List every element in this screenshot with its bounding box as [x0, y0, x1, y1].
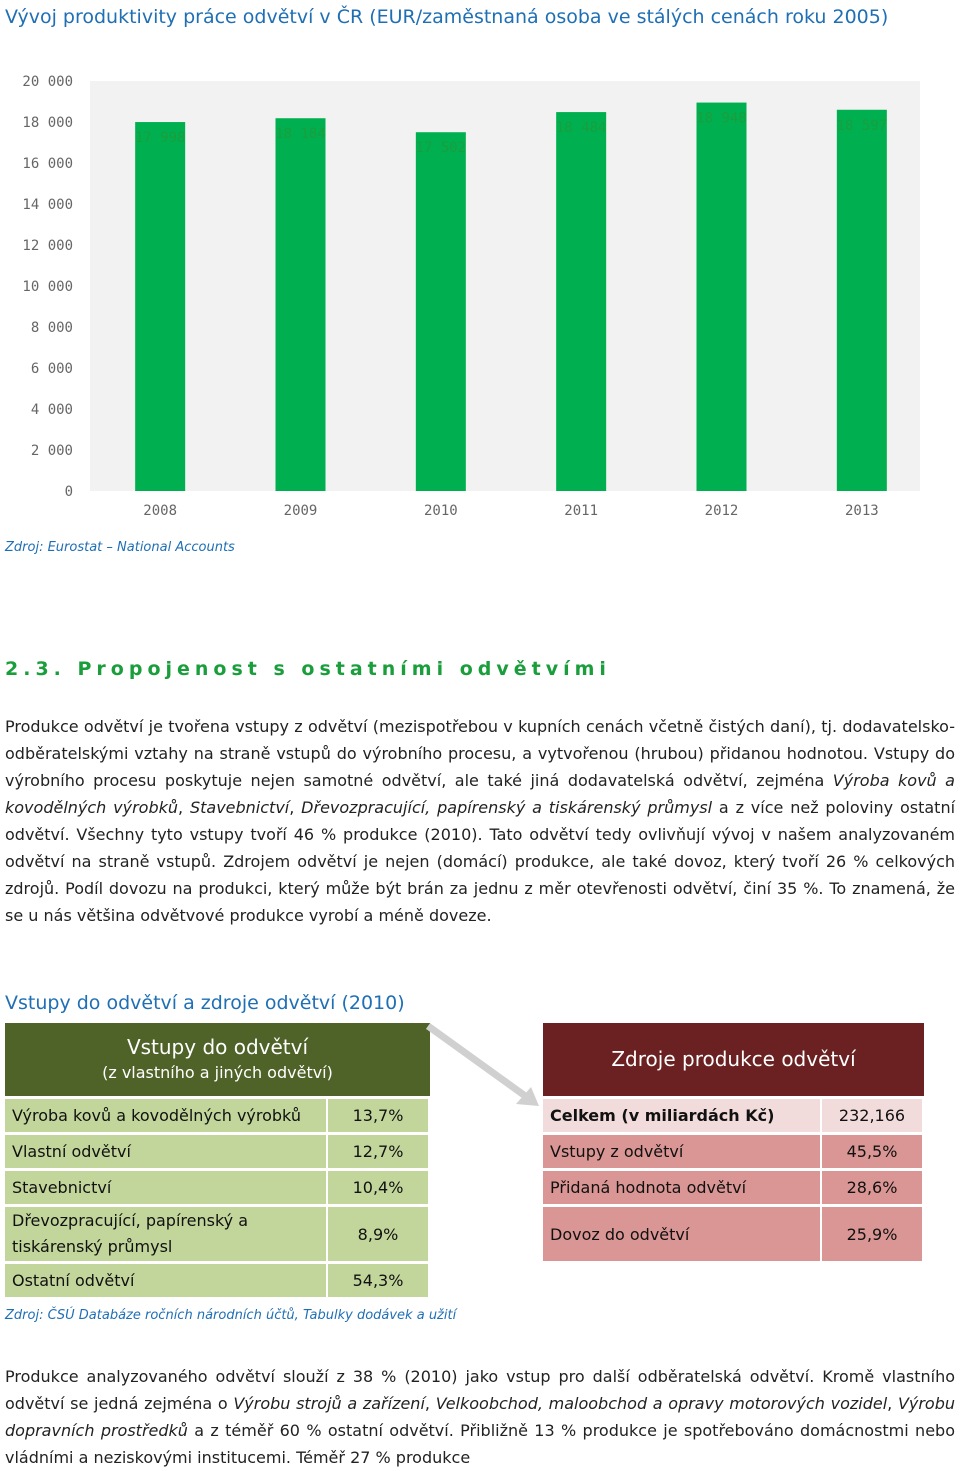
sources-row-total — [543, 1099, 922, 1132]
bar-2008 — [135, 122, 185, 491]
section-heading: 2.3. Propojenost s ostatními odvětvími — [5, 658, 611, 680]
sources-row-value: 232,166 — [822, 1099, 922, 1132]
data-label-2008: 17 998 — [134, 130, 186, 147]
y-tick-label: 0 — [64, 484, 73, 500]
x-tick-label: 2009 — [283, 503, 318, 519]
data-label-2013: 18 597 — [836, 117, 888, 134]
bar-2013 — [837, 110, 887, 491]
paragraph-intro — [5, 713, 955, 929]
tables-title: Vstupy do odvětví a zdroje odvětví (2010) — [5, 992, 405, 1014]
text-run: , — [887, 1394, 898, 1413]
y-tick-label: 16 000 — [22, 156, 73, 172]
y-tick-label: 14 000 — [22, 197, 73, 213]
text-run: a z téměř 60 % ostatní odvětví. Přibližně 13 % produkce je spotřebováno domácnostmi nebo vládními a neziskovými institucemi. Téměř 27 % produkce — [5, 1421, 955, 1467]
sources-row — [543, 1207, 922, 1261]
inputs-row-label: Dřevozpracující, papírenský a tiskárenský průmysl — [5, 1207, 328, 1261]
inputs-row-value: 54,3% — [328, 1264, 428, 1297]
y-tick-label: 12 000 — [22, 238, 73, 254]
y-tick-label: 20 000 — [22, 74, 73, 90]
inputs-row — [5, 1099, 428, 1132]
inputs-row-label: Stavebnictví — [5, 1171, 328, 1204]
x-tick-label: 2008 — [143, 503, 178, 519]
chart-source: Zdroj: Eurostat – National Accounts — [5, 540, 235, 555]
data-label-2012: 18 948 — [696, 110, 747, 127]
y-tick-label: 4 000 — [30, 402, 73, 418]
text-run-italic: Velkoobchod, maloobchod a opravy motorových vozidel — [435, 1394, 888, 1413]
sources-row-value: 28,6% — [822, 1171, 922, 1204]
inputs-table-subtitle: (z vlastního a jiných odvětví) — [102, 1063, 333, 1082]
inputs-row-label: Výroba kovů a kovodělných výrobků — [5, 1099, 328, 1132]
bar-2011 — [556, 112, 606, 491]
y-tick-label: 10 000 — [22, 279, 73, 295]
inputs-row-label: Ostatní odvětví — [5, 1264, 328, 1297]
inputs-row-value: 12,7% — [328, 1135, 428, 1168]
text-run: , — [178, 798, 190, 817]
sources-row — [543, 1171, 922, 1204]
text-run: Produkce analyzovaného odvětví slouží z 38 % (2010) jako vstup pro další odběratelská odvětví. Kromě vlastního odvětví se jedná zejména o — [5, 1367, 955, 1413]
sources-row-value: 45,5% — [822, 1135, 922, 1168]
inputs-table-header — [5, 1023, 430, 1096]
x-tick-label: 2010 — [423, 503, 458, 519]
inputs-row — [5, 1207, 428, 1261]
sources-row-label: Přidaná hodnota odvětví — [543, 1171, 822, 1204]
text-run-italic: Dřevozpracující, papírenský a tiskárenský průmysl — [301, 798, 713, 817]
plot-area — [90, 81, 920, 491]
data-label-2011: 18 484 — [555, 120, 607, 137]
inputs-row — [5, 1171, 428, 1204]
inputs-table-title: Vstupy do odvětví — [126, 1035, 309, 1059]
x-tick-label: 2013 — [844, 503, 879, 519]
sources-row — [543, 1135, 922, 1168]
text-run: , — [424, 1394, 436, 1413]
x-tick-label: 2012 — [704, 503, 739, 519]
text-run-italic: Výrobu dopravních prostředků — [5, 1394, 956, 1440]
text-run: a z více než poloviny ostatní odvětví. Všechny tyto vstupy tvoří 46 % produkce (2010). Tato odvětví tedy ovlivňují vývoj v našem analyzovaném odvětví na straně vstupů. Zdrojem odvětví je nejen (domácí) produkce, ale také dovoz, který tvoří 26 % celkových zdrojů. Podíl dovozu na produkci, který může být brán za jednu z měr otevřenosti odvětví, činí 35 %. To znamená, že se u nás většina odvětvové produkce vyrobí a méně doveze. — [5, 798, 956, 925]
inputs-row-label: Vlastní odvětví — [5, 1135, 328, 1168]
chart-title: Vývoj produktivity práce odvětví v ČR (EUR/zaměstnaná osoba ve stálých cenách roku 2005) — [5, 6, 889, 28]
productivity-bar-chart — [0, 55, 920, 530]
sources-row-label: Dovoz do odvětví — [543, 1207, 822, 1261]
sources-row-label: Vstupy z odvětví — [543, 1135, 822, 1168]
text-run: , — [289, 798, 302, 817]
bar-2010 — [416, 132, 466, 491]
inputs-row-value: 13,7% — [328, 1099, 428, 1132]
bar-2012 — [697, 103, 747, 491]
inputs-row-value: 8,9% — [328, 1207, 428, 1261]
sources-table-header: Zdroje produkce odvětví — [543, 1023, 924, 1096]
paragraph-outputs — [5, 1363, 955, 1471]
text-run-italic: Výroba kovů a kovodělných výrobků — [5, 771, 955, 817]
y-tick-label: 6 000 — [30, 361, 73, 377]
text-run-italic: Výrobu strojů a zařízení — [233, 1394, 425, 1413]
x-tick-label: 2011 — [564, 503, 599, 519]
data-label-2010: 17 502 — [415, 140, 467, 157]
data-label-2009: 18 184 — [275, 126, 326, 143]
inputs-row — [5, 1264, 428, 1297]
text-run-italic: Stavebnictví — [189, 798, 290, 817]
y-tick-label: 2 000 — [30, 443, 73, 459]
sources-row-label: Celkem (v miliardách Kč) — [543, 1099, 822, 1132]
bar-2009 — [276, 118, 326, 491]
sources-row-value: 25,9% — [822, 1207, 922, 1261]
text-run: Produkce odvětví je tvořena vstupy z odvětví (mezispotřebou v kupních cenách včetně čistých daní), tj. dodavatelsko-odběratelskými vztahy na straně vstupů do výrobního procesu, a vytvořenou (hrubou) přidanou hodnotou. Vstupy do výrobního procesu poskytuje nejen samotné odvětví, ale také jiná dodavatelská odvětví, zejména — [5, 717, 955, 790]
tables-source: Zdroj: ČSÚ Databáze ročních národních účtů, Tabulky dodávek a užití — [5, 1308, 457, 1323]
inputs-row — [5, 1135, 428, 1168]
y-tick-label: 8 000 — [30, 320, 73, 336]
inputs-row-value: 10,4% — [328, 1171, 428, 1204]
y-tick-label: 18 000 — [22, 115, 73, 131]
arrow-connector — [420, 1020, 550, 1110]
